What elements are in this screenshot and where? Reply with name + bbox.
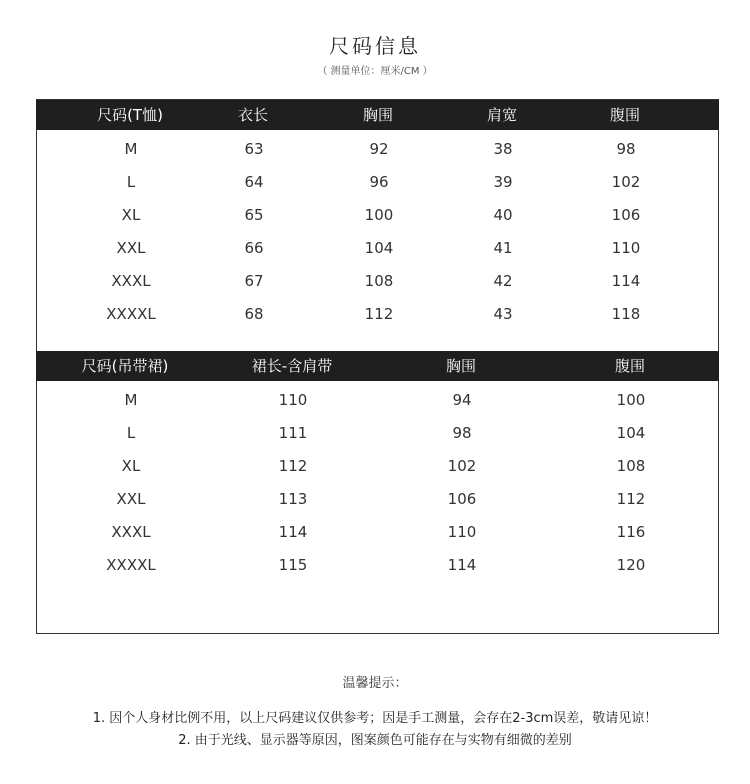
size-cell: M xyxy=(124,391,138,409)
length-cell: 115 xyxy=(278,556,308,574)
table-row xyxy=(37,549,718,582)
length-cell: 112 xyxy=(278,457,308,475)
length-cell: 68 xyxy=(244,305,264,323)
shoulder-cell: 43 xyxy=(493,305,513,323)
waist-cell: 102 xyxy=(611,173,641,191)
chest-cell: 96 xyxy=(369,173,389,191)
size-cell: XXXL xyxy=(111,523,151,541)
length-cell: 65 xyxy=(244,206,264,224)
chest-cell: 104 xyxy=(364,239,394,257)
table-row xyxy=(37,417,718,450)
size-cell: M xyxy=(124,140,138,158)
length-cell: 67 xyxy=(244,272,264,290)
tip-line-1: 1. 因个人身材比例不用，以上尺码建议仅供参考；因是手工测量，会存在2-3cm误差，敬请见谅！ xyxy=(92,711,658,726)
table-row xyxy=(37,384,718,417)
size-chart-frame xyxy=(36,99,719,634)
waist-cell: 112 xyxy=(616,490,646,508)
chest-cell: 108 xyxy=(364,272,394,290)
waist-cell: 98 xyxy=(616,140,636,158)
table-row xyxy=(37,483,718,516)
length-cell: 64 xyxy=(244,173,264,191)
slipdress-header-chest: 胸围 xyxy=(445,357,477,375)
shoulder-cell: 39 xyxy=(493,173,513,191)
tshirt-table-header xyxy=(36,100,719,130)
chest-cell: 98 xyxy=(452,424,472,442)
slipdress-header-waist: 腹围 xyxy=(614,357,646,375)
tshirt-header-waist: 腹围 xyxy=(609,106,641,124)
waist-cell: 104 xyxy=(616,424,646,442)
shoulder-cell: 42 xyxy=(493,272,513,290)
size-cell: L xyxy=(126,173,136,191)
size-cell: XXXXL xyxy=(106,305,156,323)
length-cell: 114 xyxy=(278,523,308,541)
size-cell: XL xyxy=(121,457,141,475)
size-cell: XXXL xyxy=(111,272,151,290)
table-row xyxy=(37,166,718,199)
table-row xyxy=(37,298,718,331)
table-row xyxy=(37,199,718,232)
shoulder-cell: 40 xyxy=(493,206,513,224)
measurement-unit-note: （ 测量单位：厘米/CM ） xyxy=(317,66,433,77)
length-cell: 110 xyxy=(278,391,308,409)
waist-cell: 114 xyxy=(611,272,641,290)
waist-cell: 118 xyxy=(611,305,641,323)
chest-cell: 114 xyxy=(447,556,477,574)
waist-cell: 100 xyxy=(616,391,646,409)
tshirt-header-shoulder: 肩宽 xyxy=(486,106,518,124)
slipdress-header-length: 裙长-含肩带 xyxy=(251,357,333,375)
slipdress-table-header xyxy=(36,351,719,381)
shoulder-cell: 41 xyxy=(493,239,513,257)
size-cell: XXL xyxy=(116,239,146,257)
shoulder-cell: 38 xyxy=(493,140,513,158)
table-row xyxy=(37,232,718,265)
tip-line-2: 2. 由于光线、显示器等原因，图案颜色可能存在与实物有细微的差别 xyxy=(178,733,572,748)
table-row xyxy=(37,265,718,298)
size-cell: XXL xyxy=(116,490,146,508)
chest-cell: 100 xyxy=(364,206,394,224)
chest-cell: 112 xyxy=(364,305,394,323)
chest-cell: 106 xyxy=(447,490,477,508)
size-cell: XL xyxy=(121,206,141,224)
waist-cell: 108 xyxy=(616,457,646,475)
chest-cell: 102 xyxy=(447,457,477,475)
chest-cell: 94 xyxy=(452,391,472,409)
size-cell: L xyxy=(126,424,136,442)
chest-cell: 110 xyxy=(447,523,477,541)
waist-cell: 120 xyxy=(616,556,646,574)
table-row xyxy=(37,133,718,166)
waist-cell: 106 xyxy=(611,206,641,224)
slipdress-header-size: 尺码(吊带裙) xyxy=(81,357,169,375)
waist-cell: 110 xyxy=(611,239,641,257)
table-row xyxy=(37,450,718,483)
tshirt-header-chest: 胸围 xyxy=(362,106,394,124)
page-title: 尺码信息 xyxy=(329,34,421,58)
tshirt-header-length: 衣长 xyxy=(237,106,269,124)
chest-cell: 92 xyxy=(369,140,389,158)
waist-cell: 116 xyxy=(616,523,646,541)
length-cell: 111 xyxy=(278,424,308,442)
size-cell: XXXXL xyxy=(106,556,156,574)
length-cell: 113 xyxy=(278,490,308,508)
tshirt-header-size: 尺码(T恤) xyxy=(97,106,163,124)
length-cell: 66 xyxy=(244,239,264,257)
length-cell: 63 xyxy=(244,140,264,158)
table-row xyxy=(37,516,718,549)
tips-title: 温馨提示： xyxy=(342,676,408,691)
